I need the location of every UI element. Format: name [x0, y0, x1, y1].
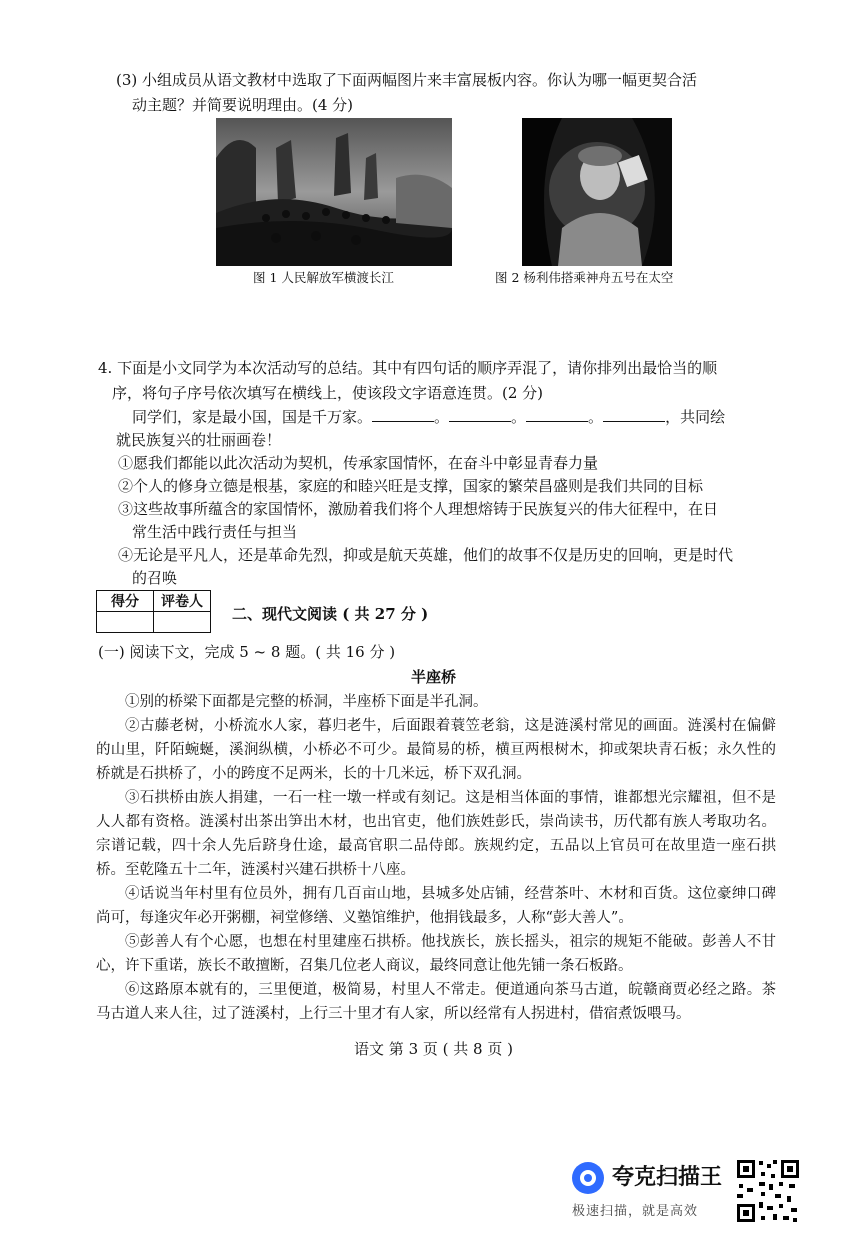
figure2-caption: 图 2 杨利伟搭乘神舟五号在太空: [495, 270, 674, 285]
q4-passage-start: 同学们，家是最小国，国是千万家。: [132, 408, 373, 426]
score-cell[interactable]: [97, 612, 154, 633]
q4-passage-line2: 就民族复兴的壮丽画卷！: [116, 431, 282, 449]
qr-code-icon: [735, 1158, 801, 1224]
q4-option-4-line2: 的召唤: [132, 569, 178, 587]
q3-text-line2: 动主题？并简要说明理由。(4 分): [132, 96, 354, 114]
q4-option-1: ①愿我们都能以此次活动为契机，传承家国情怀，在奋斗中彰显青春力量: [118, 454, 599, 472]
q4-option-2: ②个人的修身立德是根基，家庭的和睦兴旺是支撑，国家的繁荣昌盛则是我们共同的目标: [118, 477, 704, 495]
q4-sep: 。: [511, 408, 527, 426]
q4-option-3-line2: 常生活中践行责任与担当: [132, 523, 298, 541]
section2-subheading: (一) 阅读下文，完成 5 ~ 8 题。( 共 16 分 ): [98, 643, 396, 661]
figure1-caption: 图 1 人民解放军横渡长江: [253, 270, 394, 285]
q4-sep: 。: [588, 408, 604, 426]
article-paragraph-2: ②古藤老树，小桥流水人家，暮归老牛，后面跟着蓑笠老翁，这是涟溪村常见的画面。涟溪村在偏僻的山里，阡陌蜿蜒，溪涧纵横，小桥必不可少。最简易的桥，横亘两根树木，抑或架块青石板；永久性的桥就是石拱桥了，小的跨度不足两米，长的十几米远，桥下双孔洞。: [96, 718, 776, 782]
figure1-image: [216, 118, 452, 266]
answer-blank-1[interactable]: [372, 407, 434, 422]
article-paragraph-6: ⑥这路原本就有的，三里便道，极简易，村里人不常走。便道通向茶马古道，皖赣商贾必经之路。茶马古道人来人往，过了涟溪村，上行三十里才有人家，所以经常有人拐进村，借宿煮饭喂马。: [96, 982, 776, 1022]
answer-blank-4[interactable]: [603, 407, 665, 422]
article-paragraph-3: ③石拱桥由族人捐建，一石一柱一墩一样或有刻记。这是相当体面的事情，谁都想光宗耀祖，但不是人人都有资格。涟溪村出茶出笋出木材，也出官吏，他们族姓彭氏，崇尚读书，历代都有族人考取功名。宗谱记载，四十余人先后跻身仕途，最高官职二品侍郎。族规约定，五品以上官员可在故里造一座石拱桥。至乾隆五十二年，涟溪村兴建石拱桥十八座。: [96, 790, 776, 878]
article-paragraph-1: ①别的桥梁下面都是完整的桥洞，半座桥下面是半孔洞。: [125, 694, 488, 710]
q4-option-3-line1: ③这些故事所蕴含的家国情怀，激励着我们将个人理想熔铸于民族复兴的伟大征程中，在日: [118, 500, 719, 518]
figure2-image: [522, 118, 672, 266]
article-paragraph-4: ④话说当年村里有位员外，拥有几百亩山地，县城多处店铺，经营茶叶、木材和百货。这位豪绅口碑尚可，每逢灾年必开粥棚，祠堂修缮、义塾馆维护，他捐钱最多，人称“彭大善人”。: [96, 886, 776, 926]
scanner-logo-icon: [572, 1162, 604, 1194]
scanner-brand: 夸克扫描王: [612, 1165, 723, 1190]
grader-header: 评卷人: [154, 591, 211, 612]
scanner-slogan: 极速扫描，就是高效: [572, 1204, 699, 1219]
q3-text-line1: (3) 小组成员从语文教材中选取了下面两幅图片来丰富展板内容。你认为哪一幅更契合活: [116, 71, 698, 89]
article-title: 半座桥: [410, 668, 456, 686]
q4-option-4-line1: ④无论是平凡人，还是革命先烈，抑或是航天英雄，他们的故事不仅是历史的回响，更是时代: [118, 546, 734, 564]
score-header: 得分: [97, 591, 154, 612]
grader-cell[interactable]: [154, 612, 211, 633]
q4-passage: [132, 407, 725, 427]
q4-text-line1: 4. 下面是小文同学为本次活动写的总结。其中有四句话的顺序弄混了，请你排列出最恰当的顺: [98, 359, 718, 377]
page-footer: 语文 第 3 页 ( 共 8 页 ): [354, 1040, 513, 1058]
score-table: [96, 590, 211, 633]
answer-blank-2[interactable]: [449, 407, 511, 422]
q4-sep: 。: [434, 408, 450, 426]
answer-blank-3[interactable]: [526, 407, 588, 422]
q4-passage-end: ，共同绘: [665, 408, 726, 426]
q4-text-line2: 序，将句子序号依次填写在横线上，使该段文字语意连贯。(2 分): [112, 384, 544, 402]
article-paragraph-5: ⑤彭善人有个心愿，也想在村里建座石拱桥。他找族长，族长摇头，祖宗的规矩不能破。彭善人不甘心，许下重诺，族长不敢擅断，召集几位老人商议，最终同意让他先铺一条石板路。: [96, 934, 776, 974]
section2-heading: 二、现代文阅读 ( 共 27 分 ): [232, 605, 429, 623]
